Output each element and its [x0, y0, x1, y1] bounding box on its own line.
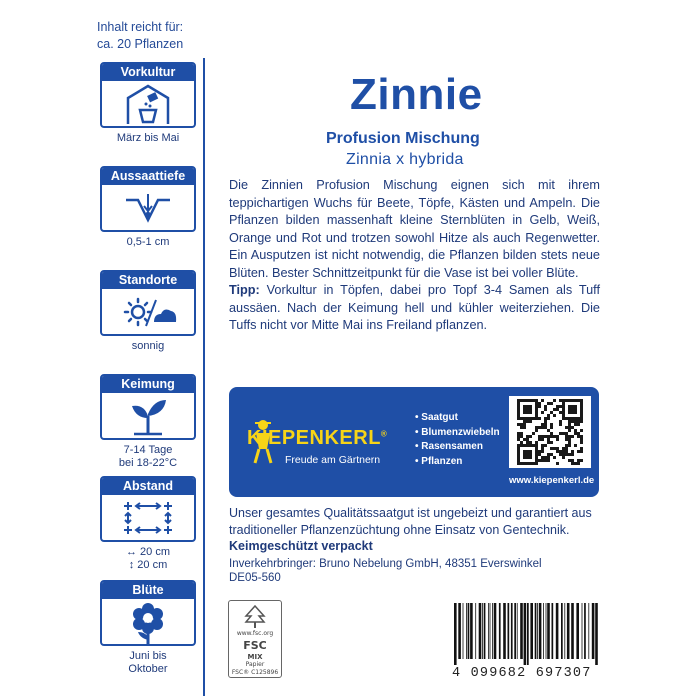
category-caption: [100, 546, 196, 572]
category-box: [100, 374, 196, 440]
spacing-icon: [102, 495, 194, 540]
fsc-url: www.fsc.org: [236, 630, 274, 637]
category-box: [100, 270, 196, 336]
content-info-line1: Inhalt reicht für:: [97, 20, 184, 34]
category-box: [100, 476, 196, 542]
category-caption: [100, 236, 196, 249]
sun-cloud-icon: [102, 289, 194, 334]
brand-tagline: Freude am Gärtnern: [285, 454, 381, 466]
category-standorte: [100, 270, 196, 353]
category-title: Aussaattiefe: [102, 168, 194, 185]
category-title: Abstand: [102, 478, 194, 495]
caption-line2: ↕ 20 cm: [128, 559, 168, 571]
caption-line1: März bis Mai: [116, 132, 180, 144]
seed-depth-icon: [102, 185, 194, 230]
fsc-tree-icon: [242, 604, 268, 630]
caption-line1: 0,5-1 cm: [126, 236, 170, 248]
fsc-mix: MIX: [247, 653, 263, 661]
category-box: [100, 580, 196, 646]
category-title: Standorte: [102, 272, 194, 289]
product-subtitle: Profusion Mischung: [326, 130, 480, 147]
fsc-paper: Papier: [245, 661, 265, 668]
product-range-item: • Rasensamen: [415, 441, 483, 452]
content-info: [97, 19, 183, 53]
packaging-note: Keimgeschützt verpackt: [229, 539, 373, 553]
vertical-divider: [203, 58, 205, 696]
category-caption: [100, 340, 196, 353]
category-caption: [100, 444, 196, 470]
barcode: [452, 603, 600, 665]
brand-name-text: KIEPENKERL: [247, 427, 381, 449]
product-title: Zinnie: [350, 70, 483, 119]
product-description: Die Zinnien Profusion Mischung eignen sich mit ihrem teppichartigen Wuchs für Beete, Töpfe, Kästen und Ampeln. Die Pflanzen bilden massenhaft kleine Sternblüten in Gelb, Weiß, Orange und Rot und trotzen sowohl Hitze als auch Regenwetter. Ein Ausputzen ist nicht notwendig, die Pflanzen bilden stets neue Blüten. Bester Schnittzeitpunkt für die Vase ist bei voller Blüte.: [229, 178, 600, 280]
caption-line1: Juni bis: [129, 650, 167, 662]
product-range-item: • Pflanzen: [415, 455, 463, 467]
distributor-info: [229, 557, 542, 585]
distributor-line: Inverkehrbringer: Bruno Nebelung GmbH, 48351 Everswinkel: [229, 558, 542, 570]
category-title: Blüte: [102, 582, 194, 599]
quality-statement: Unser gesamtes Qualitätssaatgut ist ungebeizt und garantiert aus traditioneller Pflanzenzüchtung ohne Einsatz von Gentechnik.: [229, 506, 592, 537]
category-title: Vorkultur: [102, 64, 194, 81]
product-range-item: • Blumenzwiebeln: [415, 426, 500, 438]
category-abstand: [100, 476, 196, 572]
caption-line1: sonnig: [131, 340, 165, 352]
qr-code[interactable]: [509, 396, 591, 468]
tip-paragraph: [229, 282, 600, 335]
caption-line2: Oktober: [128, 663, 168, 675]
product-range-item: • Saatgut: [415, 412, 458, 423]
category-title: Keimung: [102, 376, 194, 393]
caption-line2: bei 18-22°C: [118, 457, 178, 469]
caption-line1: ↔ 20 cm: [125, 546, 170, 558]
category-box: [100, 166, 196, 232]
fsc-code: FSC® C125896: [231, 669, 279, 676]
distributor-code: DE05-560: [229, 572, 281, 584]
brand-name: [247, 427, 387, 450]
caption-line1: 7-14 Tage: [123, 444, 173, 456]
category-vorkultur: [100, 62, 196, 145]
category-caption: [100, 650, 196, 676]
category-aussaattiefe: [100, 166, 196, 249]
category-keimung: [100, 374, 196, 470]
barcode-number: 4 099682 697307: [452, 666, 592, 681]
botanical-name: Zinnia x hybrida: [346, 151, 464, 168]
tip-label: Tipp:: [229, 283, 260, 297]
seedling-icon: [102, 393, 194, 438]
registered-mark: ®: [380, 429, 388, 439]
flower-icon: [102, 599, 194, 644]
brand-banner: [229, 387, 599, 497]
category-bluete: [100, 580, 196, 676]
fsc-logo: [228, 600, 282, 678]
content-info-line2: ca. 20 Pflanzen: [97, 37, 184, 51]
category-caption: [100, 132, 196, 145]
category-box: [100, 62, 196, 128]
greenhouse-seed-icon: [102, 81, 194, 126]
product-range-list: [415, 411, 500, 469]
tip-text: Vorkultur in Töpfen, dabei pro Topf 3-4 Samen als Tuff aussäen. Nach der Keimung hell und kühler weiterziehen. Die Tuffs nicht vor Mitte Mai ins Freiland pflanzen.: [229, 283, 600, 333]
website-url[interactable]: www.kiepenkerl.de: [509, 475, 595, 486]
fsc-label: FSC: [243, 639, 267, 652]
